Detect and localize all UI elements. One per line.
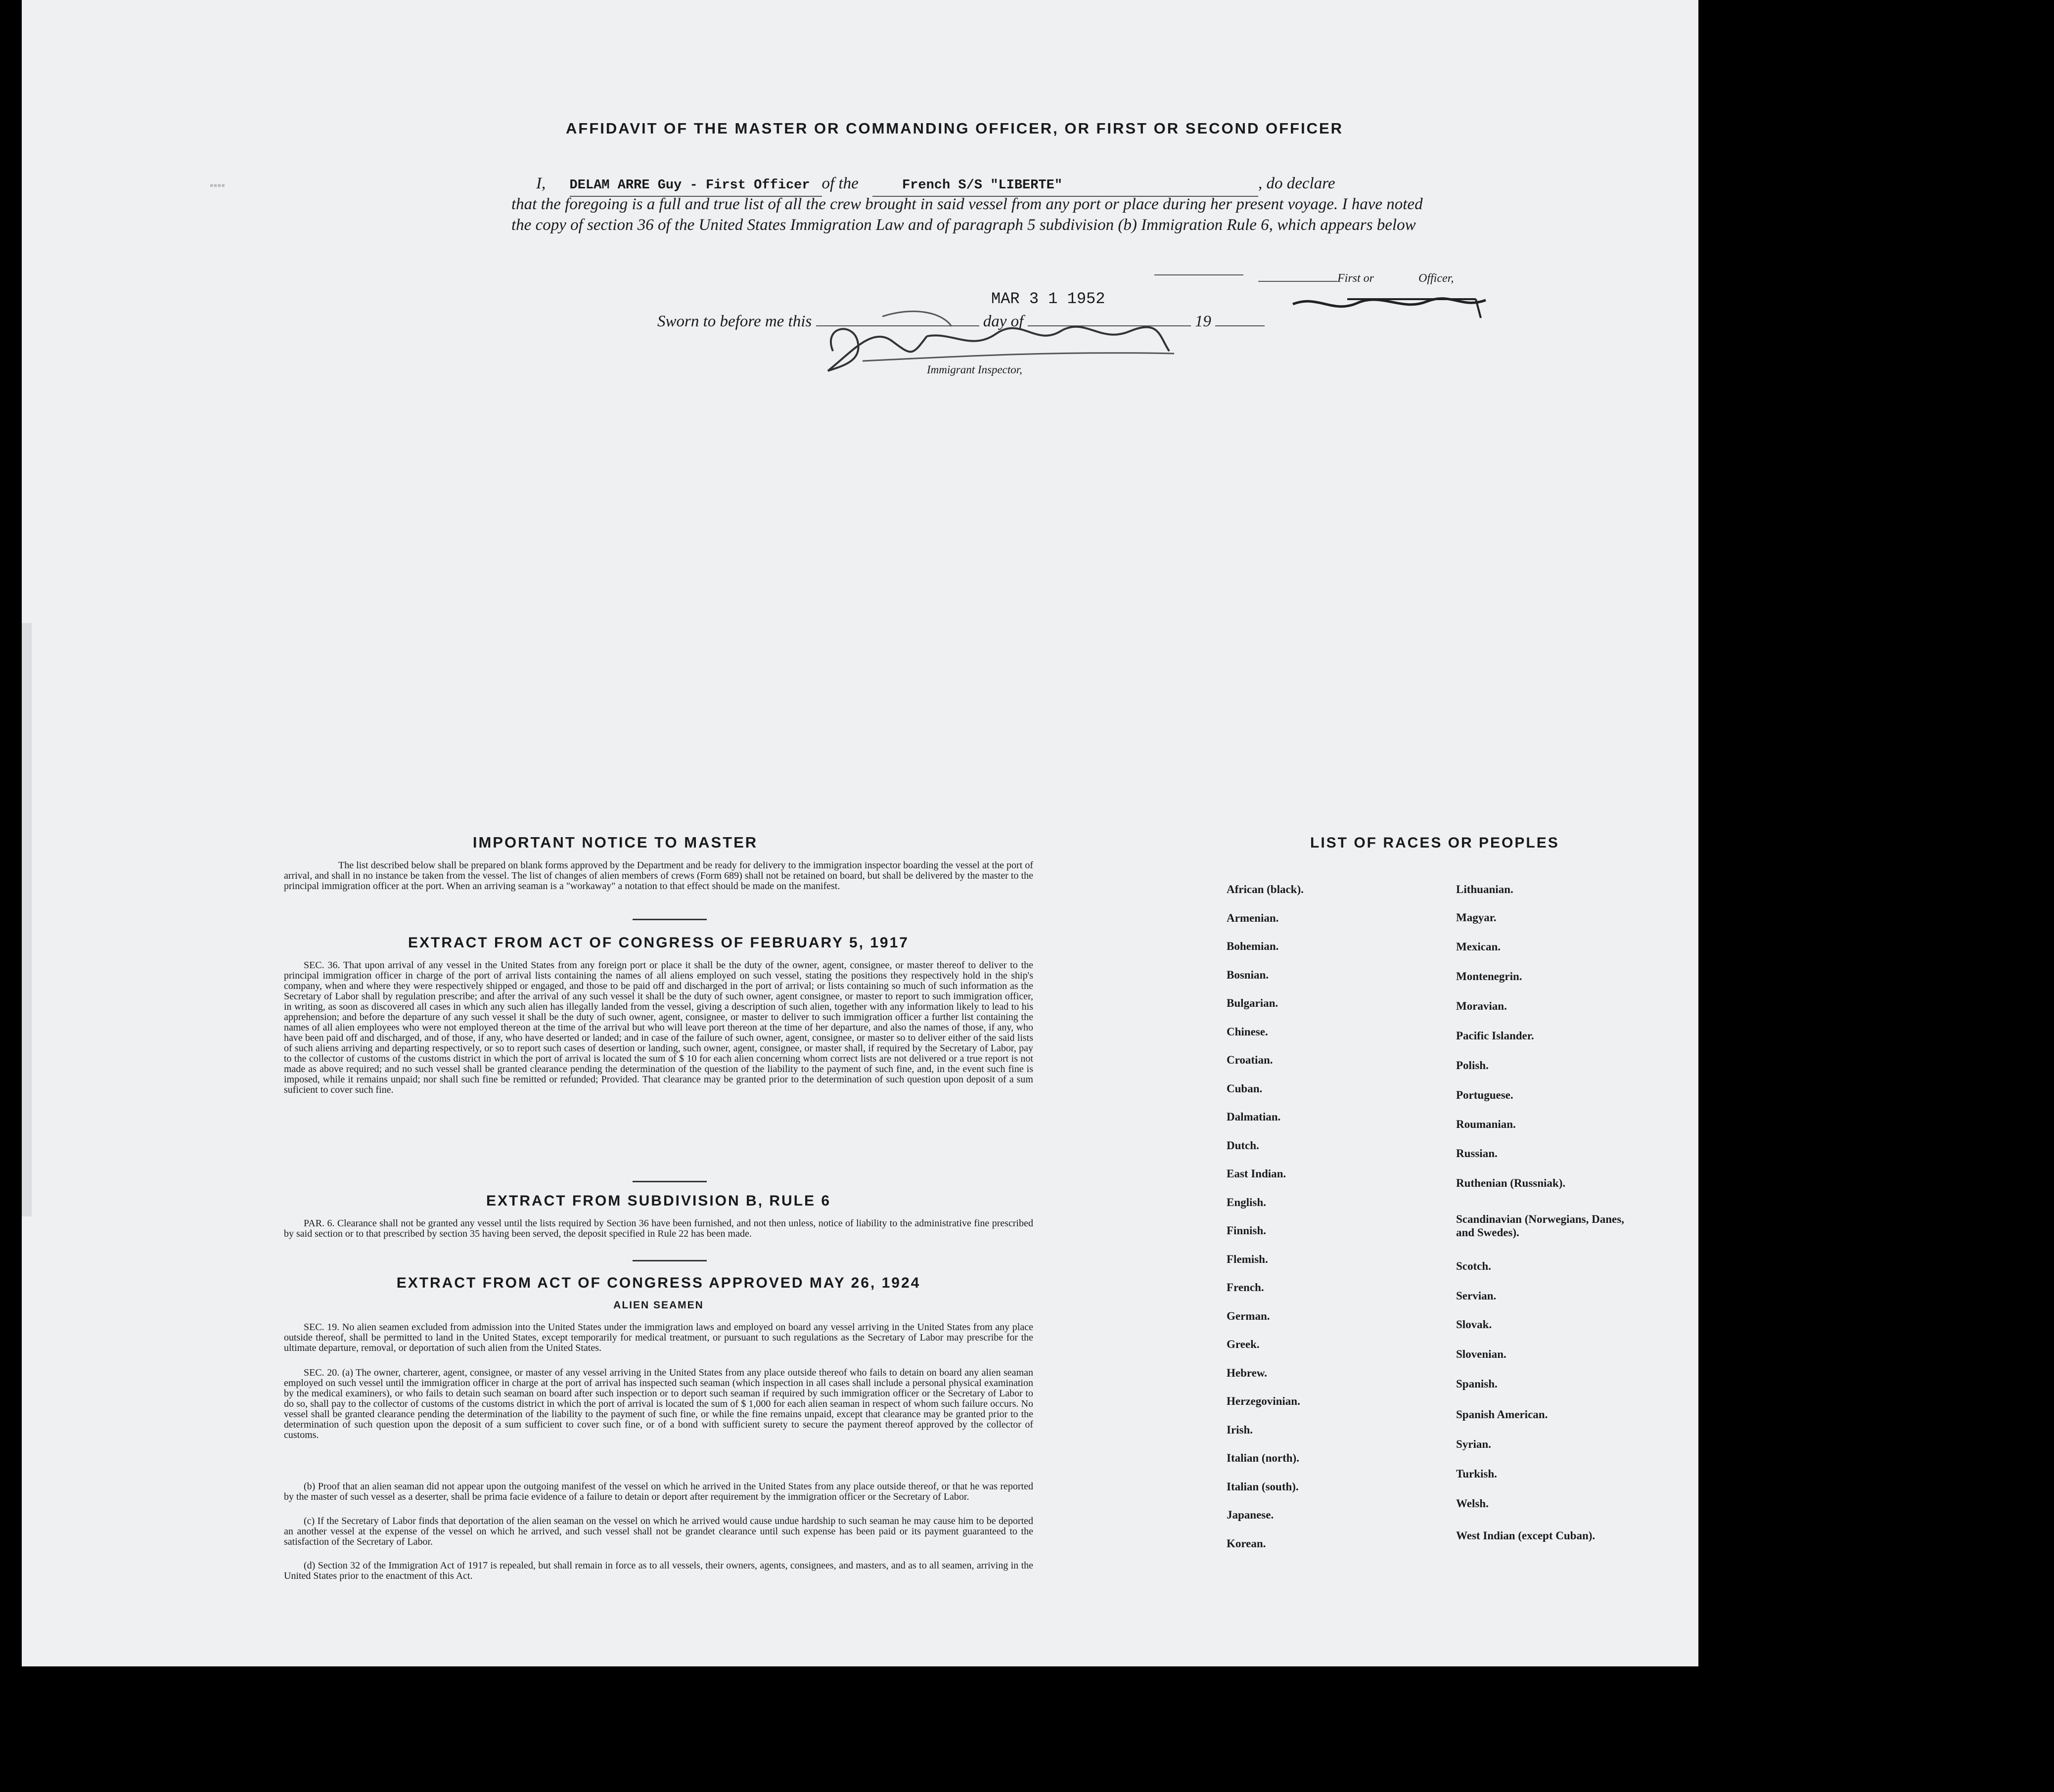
day-of-text: day of	[983, 313, 1024, 330]
sworn-year-field	[1215, 325, 1265, 326]
extract-1917-text: SEC. 36. That upon arrival of any vessel in the United States from any foreign port or place it shall be the duty of the owner, agent, consignee, or master thereof to deliver to the principal immigration officer in charge of the port of arrival lists containing the names of all aliens employed on such vessel, stating the positions they respectively hold in the ship's company, when and where they were respectively shipped or engaged, and those to be paid off and discharged in the port of arrival; or lists containing so much of such information as the Secretary of Labor shall by regulation prescribe; and after the arrival of any such vessel it shall be the duty of such owner, agent consignee, or master to report to such immigration officer, in writing, as soon as discovered all cases in which any such alien has illegally landed from the vessel, giving a description of such alien, together with any information likely to lead to his apprehension; and before the departure of any such vessel it shall be the duty of such owner, agent, consignee, or master to deliver to such immigration officer a further list containing the names of all alien employees who were not employed thereon at the time of the arrival but who will leave port thereon at the time of her departure, and also the names of those, if any, who have been paid off and discharged, and of those, if any, who have deserted or landed; and in case of the failure of such owner, agent, consignee, or master so to deliver either of the said lists of such aliens arriving and departing respectively, or so to report such cases of desertion or landing, such owner, agent, consignee, or master shall, if required by the Secretary of Labor, pay to the collector of customs of the customs district in which the port of arrival is located the sum of $ 10 for each alien concerning whom correct lists are not delivered or a true report is not made as above required; and no such vessel shall be granted clearance pending the determination of the question of the liability to the payment of such fine, and, in the event such fine is imposed, while it remains unpaid; nor shall such fine be remitted or refunded; Provided. That clearance may be granted prior to the determination of such question upon deposit of a sum suficient to cover such fine.	[284, 960, 1033, 1095]
punch-hole	[1887, 1342, 1913, 1368]
extract-1924-sec20b: (b) Proof that an alien seaman did not appear upon the outgoing manifest of the vessel on which he arrived in the United States from any place outside thereof, or that he was reported by the master of such vessel as a deserter, shall be prima facie evidence of a failure to detain or deport after requirement by the immigration officer or the Secretary of Labor.	[284, 1481, 1033, 1502]
officer-rank-field	[1258, 281, 1337, 282]
race-item: Welsh.	[1456, 1497, 1489, 1510]
extract-1917-heading: EXTRACT FROM ACT OF CONGRESS OF FEBRUARY 5, 1917	[408, 935, 909, 951]
race-item: Scandinavian (Norwegians, Danes, and Swedes).	[1456, 1213, 1624, 1239]
punch-hole	[1887, 1421, 1913, 1447]
punch-hole	[1882, 460, 1908, 486]
notice-heading: IMPORTANT NOTICE TO MASTER	[472, 834, 758, 851]
extract-1924-subheading: ALIEN SEAMEN	[613, 1299, 704, 1311]
intro-i: I,	[536, 175, 546, 192]
document-sheet	[22, 0, 1698, 1666]
vessel-name: French S/S "LIBERTE"	[902, 178, 1063, 193]
extract-1924-heading: EXTRACT FROM ACT OF CONGRESS APPROVED MAY 26, 1924	[396, 1275, 921, 1291]
race-item: Irish.	[1227, 1424, 1253, 1436]
race-item: Servian.	[1456, 1290, 1497, 1302]
race-item: West Indian (except Cuban).	[1456, 1529, 1596, 1542]
extract-1924-sec20a: SEC. 20. (a) The owner, charterer, agent, consignee, or master of any vessel arriving in the United States from any place outside thereof who fails to detain on board any alien seaman employed on such vessel until the immigration officer in charge at the port of arrival has inspected such seaman (which inspection in all cases shall include a personal physical examination by the medical examiners), or who fails to detain such seaman on board after such inspection or to deport such seaman if required by such immigration officer or the Secretary of Labor to do so, shall pay to the collector of customs of the customs district in which the port of arrival is located the sum of $ 1,000 for each alien seaman in respect of whom such failure occurs. No vessel shall be granted clearance pending the determination of the liability to the payment of such fine, or while the fine remains unpaid, except that clearance may be granted prior to the determination of such question upon the deposit of a sum sufficient to cover such fine, or of a bond with sufficient surety to secure the payment thereof approved by the collector of customs.	[284, 1367, 1033, 1440]
race-item: Ruthenian (Russniak).	[1456, 1177, 1566, 1189]
officer-title-line	[1169, 272, 1454, 285]
race-item: Bulgarian.	[1227, 997, 1278, 1009]
do-declare-text: , do declare	[1258, 175, 1335, 192]
race-item: Slovenian.	[1456, 1348, 1506, 1360]
race-item: Spanish.	[1456, 1378, 1498, 1390]
officer-signature	[1288, 289, 1496, 324]
race-item: Scotch.	[1456, 1260, 1491, 1272]
race-item: Croatian.	[1227, 1054, 1273, 1066]
extract-1924-sec20d: (d) Section 32 of the Immigration Act of 1917 is repealed, but shall remain in force as to all vessels, their owners, agents, consignees, and masters, and as to all seamen, arriving in the United States prior to the enactment of this Act.	[284, 1560, 1033, 1581]
race-item: Mexican.	[1456, 941, 1501, 953]
race-item: Slovak.	[1456, 1318, 1492, 1331]
affidavit-title: AFFIDAVIT OF THE MASTER OR COMMANDING OFFICER, OR FIRST OR SECOND OFFICER	[566, 120, 1344, 137]
race-item: Italian (north).	[1227, 1452, 1299, 1464]
race-item: Greek.	[1227, 1338, 1260, 1350]
race-item: Chinese.	[1227, 1026, 1268, 1038]
punch-hole	[1882, 547, 1908, 573]
race-item: Armenian.	[1227, 912, 1279, 924]
officer-title-prefix: First or	[1337, 272, 1374, 285]
race-item: Finnish.	[1227, 1224, 1266, 1237]
race-item: English.	[1227, 1196, 1266, 1209]
race-item: Herzegovinian.	[1227, 1395, 1300, 1407]
year-prefix: 19	[1194, 313, 1211, 330]
race-item: Polish.	[1456, 1059, 1489, 1072]
divider	[633, 1181, 707, 1182]
race-item: Spanish American.	[1456, 1408, 1548, 1421]
bleed-through-mark: ▪▪▪▪	[210, 179, 226, 191]
sheet-edge-shadow	[22, 623, 32, 1216]
race-item: Hebrew.	[1227, 1367, 1267, 1379]
race-item: Bosnian.	[1227, 969, 1269, 981]
race-item: Magyar.	[1456, 911, 1497, 924]
divider	[633, 919, 707, 920]
race-item: Russian.	[1456, 1147, 1498, 1160]
punch-hole	[1882, 215, 1908, 240]
punch-hole	[1882, 134, 1908, 159]
divider	[633, 1260, 707, 1261]
race-item: Dalmatian.	[1227, 1111, 1281, 1123]
notice-text: The list described below shall be prepared on blank forms approved by the Department and be ready for delivery to the immigration inspector boarding the vessel at the port of arrival, and shall in no instance be taken from the vessel. The list of changes of alien members of crews (Form 689) shall not be retained on board, but shall be delivered by the master to the principal immigration officer at the port. When an arriving seaman is a "workaway" a notation to that effect should be made on the manifest.	[284, 860, 1033, 892]
race-item: German.	[1227, 1310, 1270, 1322]
race-item: Japanese.	[1227, 1509, 1274, 1521]
declaration-body: that the foregoing is a full and true list of all the crew brought in said vessel from any port or place during her present voyage. I have noted the copy of section 36 of the United States Immigration Law and of paragraph 5 subdivision (b) Immigration Rule 6, which appears below	[511, 195, 1423, 234]
race-item: French.	[1227, 1281, 1264, 1294]
officer-name-field: DELAM ARRE Guy - First Officer	[570, 175, 822, 197]
race-item: Montenegrin.	[1456, 970, 1522, 983]
race-item: Italian (south).	[1227, 1480, 1299, 1493]
of-the-text: of the	[822, 175, 859, 192]
vessel-field	[872, 173, 1258, 197]
extract-1924-sec19: SEC. 19. No alien seamen excluded from admission into the United States under the immigration laws and employed on board any vessel arriving in the United States from any place outside thereof, shall be permitted to land in the United States, except temporarily for medical treatment, or pursuant to such regulations as the Secretary of Labor may prescribe for the ultimate departure, removal, or deportation of such alien from the United States.	[284, 1322, 1033, 1353]
race-item: Bohemian.	[1227, 940, 1279, 952]
race-item: Dutch.	[1227, 1139, 1259, 1152]
punch-hole	[1879, 45, 1899, 64]
race-item: Flemish.	[1227, 1253, 1268, 1265]
extract-rule6-heading: EXTRACT FROM SUBDIVISION B, RULE 6	[486, 1193, 831, 1209]
race-item: Portuguese.	[1456, 1089, 1513, 1101]
declaration-line	[536, 173, 1335, 197]
race-item: Pacific Islander.	[1456, 1030, 1534, 1042]
punch-hole	[1796, 49, 1816, 69]
race-item: East Indian.	[1227, 1167, 1286, 1180]
extract-rule6-text: PAR. 6. Clearance shall not be granted any vessel until the lists required by Section 36 have been furnished, and not then unless, notice of liability to the administrative fine prescribed by said section or to that prescribed by section 35 having been served, the deposit specified in Rule 22 has been made.	[284, 1218, 1033, 1239]
officer-title-suffix: Officer,	[1418, 272, 1454, 285]
race-item: Turkish.	[1456, 1468, 1497, 1480]
inspector-label: Immigrant Inspector,	[927, 363, 1022, 376]
race-item: Lithuanian.	[1456, 883, 1513, 896]
race-item: African (black).	[1227, 883, 1304, 896]
races-title: LIST OF RACES OR PEOPLES	[1310, 835, 1559, 851]
punch-hole	[1889, 1094, 1915, 1120]
race-item: Cuban.	[1227, 1082, 1263, 1095]
date-stamp: MAR 3 1 1952	[991, 290, 1105, 308]
race-item: Roumanian.	[1456, 1118, 1516, 1130]
race-item: Moravian.	[1456, 1000, 1507, 1012]
race-item: Syrian.	[1456, 1438, 1491, 1450]
punch-hole	[1889, 1014, 1915, 1039]
extract-1924-sec20c: (c) If the Secretary of Labor finds that deportation of the alien seaman on the vessel on which he arrived would cause undue hardship to such seaman he may cause him to be deported an another vessel at the expense of the vessel on which he arrived, and such vessel shall not be grandet clearance until such expense has been paid or its payment guaranteed to the satisfaction of the Secretary of Labor.	[284, 1516, 1033, 1547]
sworn-text: Sworn to before me this	[657, 313, 812, 330]
race-item: Korean.	[1227, 1537, 1266, 1550]
